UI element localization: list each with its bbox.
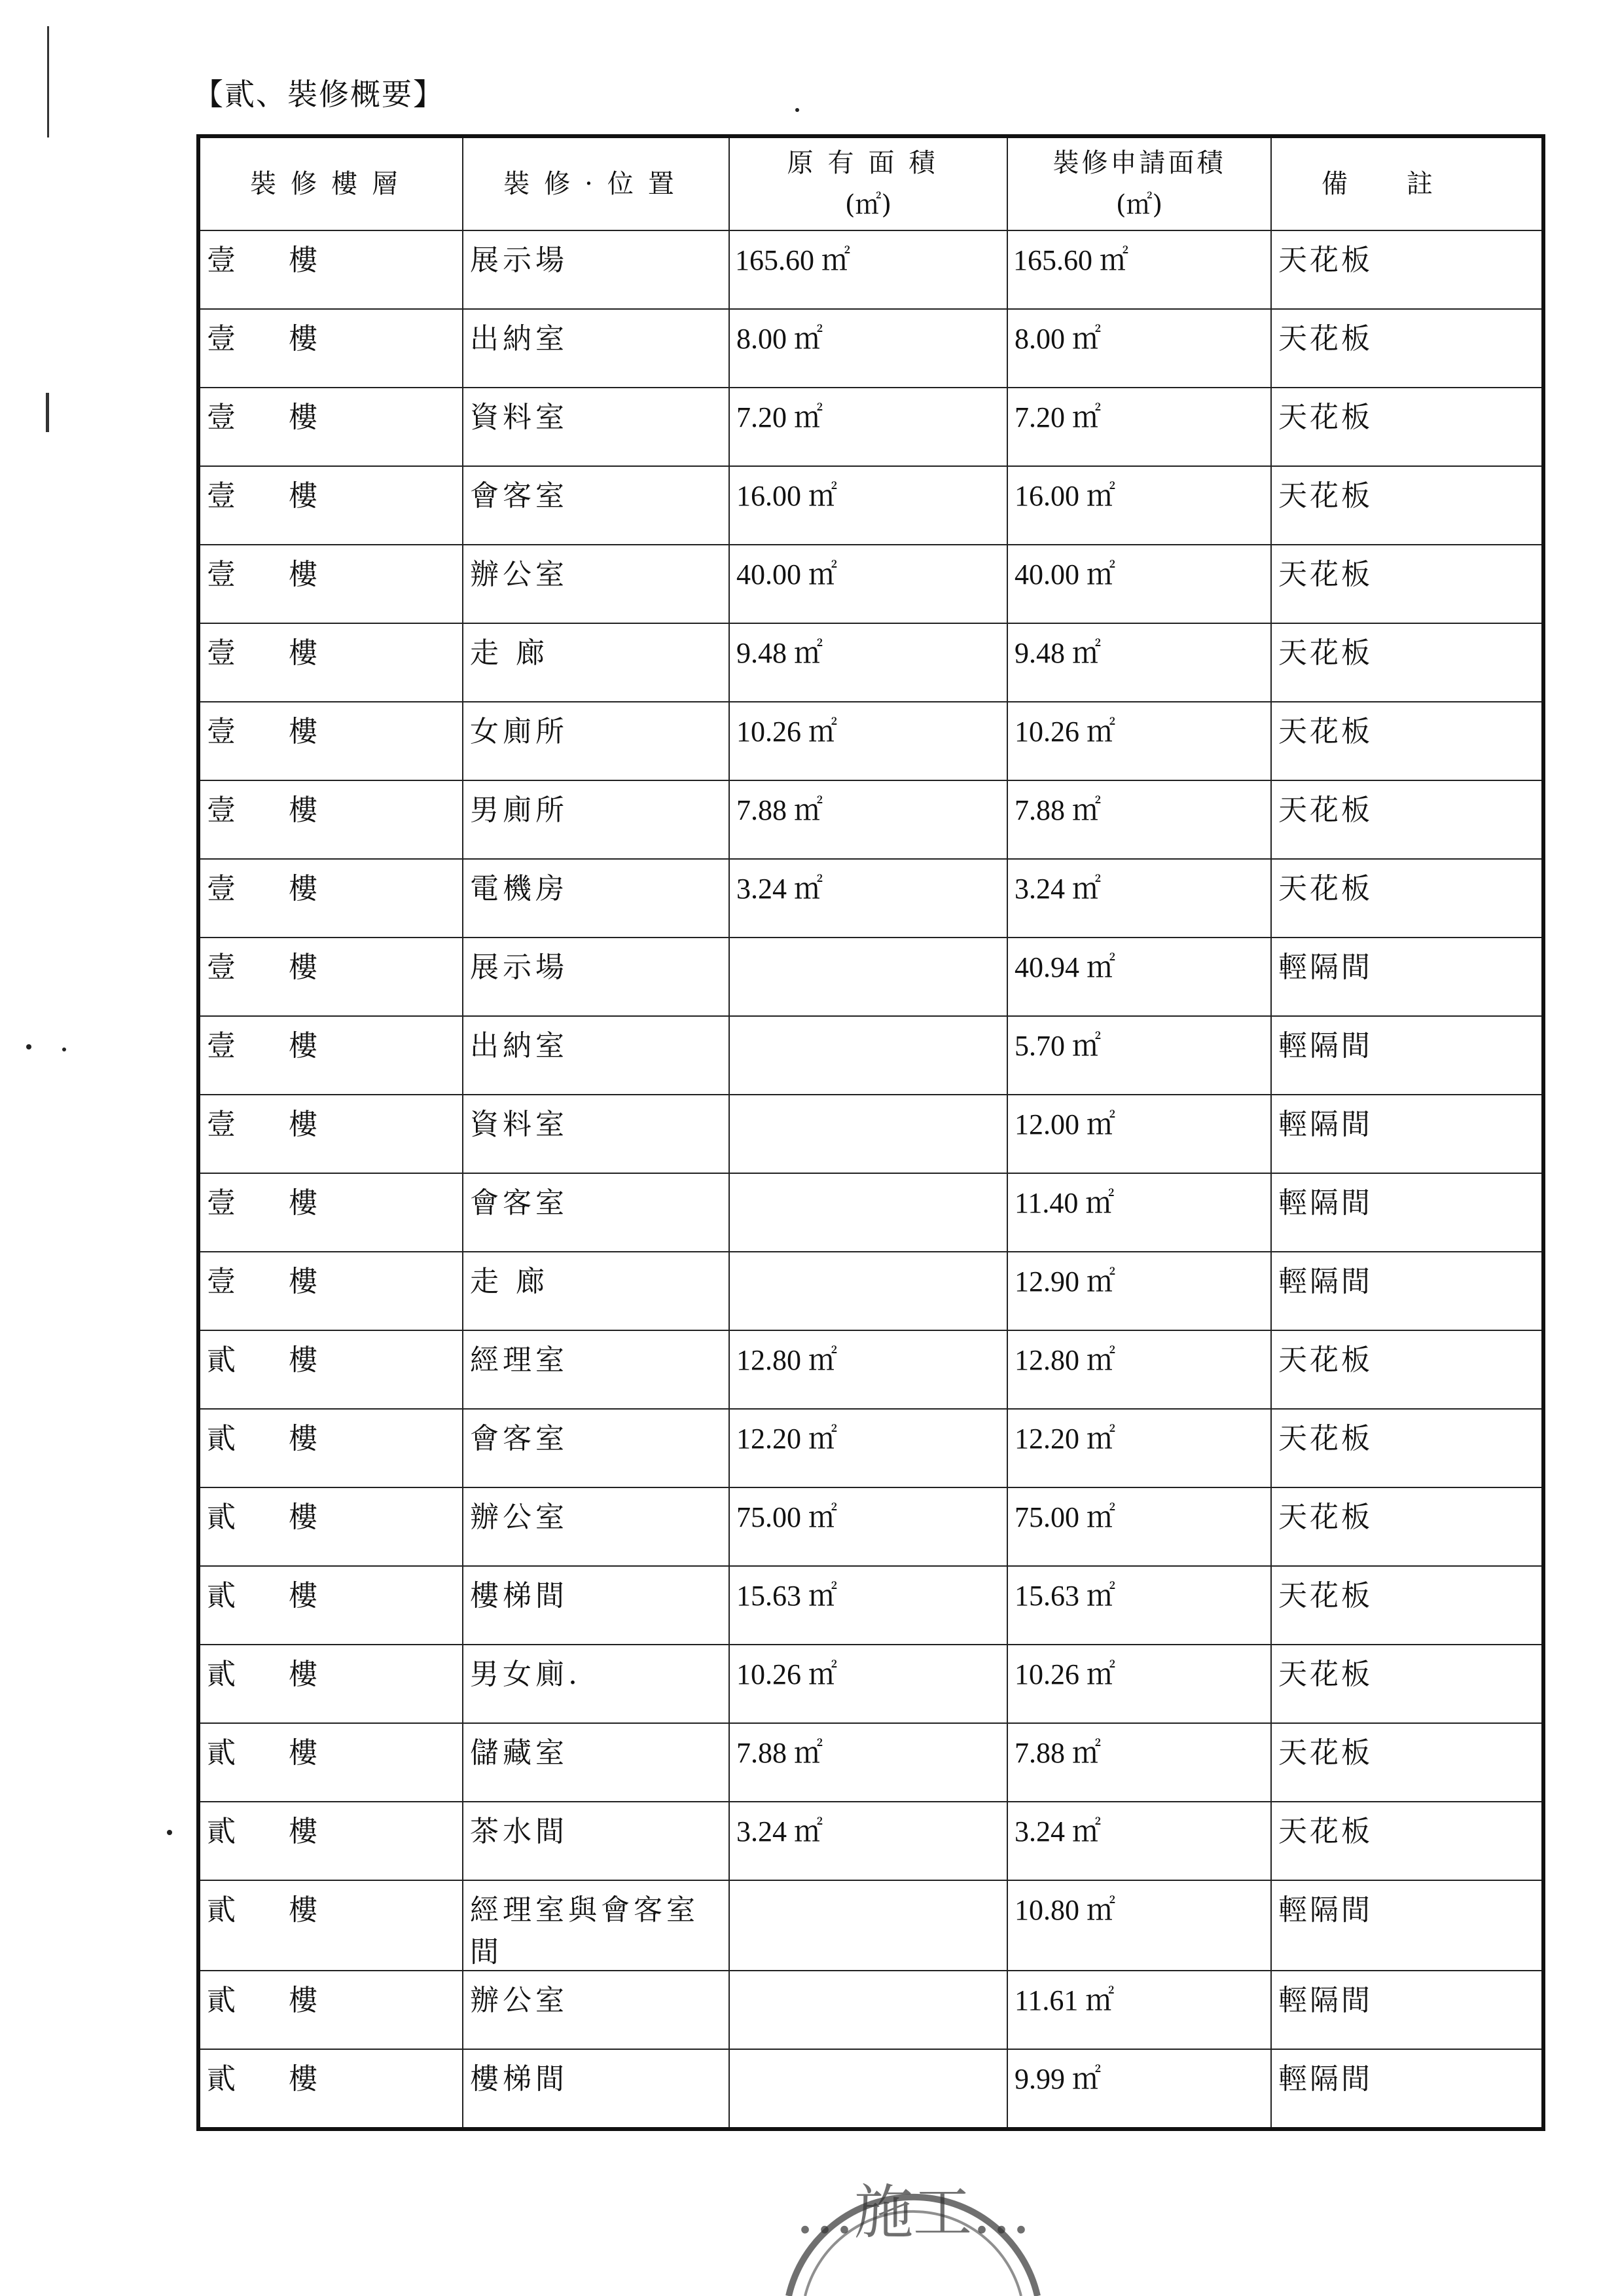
table-row: [198, 388, 1543, 466]
applied-area-cell: 7.88 ㎡: [1007, 1723, 1271, 1802]
scan-speck: [62, 1048, 66, 1051]
applied-area-cell: 40.94 ㎡: [1007, 938, 1271, 1016]
note-cell: 天花板: [1271, 780, 1543, 859]
location-cell: 男廁所: [463, 780, 729, 859]
floor-cell: 貳 樓: [198, 2049, 463, 2129]
original-area-cell: 3.24 ㎡: [729, 1802, 1007, 1880]
applied-area-cell: 3.24 ㎡: [1007, 859, 1271, 938]
location-cell: 會客室: [463, 1173, 729, 1252]
table-row: [198, 1880, 1543, 1971]
table-row: [198, 1487, 1543, 1566]
note-cell: 天花板: [1271, 1330, 1543, 1409]
applied-area-cell: 7.20 ㎡: [1007, 388, 1271, 466]
applied-area-cell: 12.80 ㎡: [1007, 1330, 1271, 1409]
location-cell: 茶水間: [463, 1802, 729, 1880]
note-cell: 天花板: [1271, 466, 1543, 545]
note-cell: 天花板: [1271, 1723, 1543, 1802]
floor-cell: 壹 樓: [198, 938, 463, 1016]
table-row: [198, 466, 1543, 545]
floor-cell: 壹 樓: [198, 466, 463, 545]
table-row: [198, 702, 1543, 780]
floor-cell: 壹 樓: [198, 1016, 463, 1095]
original-area-cell: [729, 1095, 1007, 1173]
scan-edge-mark: [46, 393, 49, 432]
applied-area-cell: 11.40 ㎡: [1007, 1173, 1271, 1252]
location-cell: 出納室: [463, 1016, 729, 1095]
applied-area-cell: 5.70 ㎡: [1007, 1016, 1271, 1095]
original-area-cell: 16.00 ㎡: [729, 466, 1007, 545]
location-cell: 展示場: [463, 230, 729, 309]
location-cell: 辦公室: [463, 1487, 729, 1566]
floor-cell: 壹 樓: [198, 388, 463, 466]
table-row: [198, 1016, 1543, 1095]
original-area-cell: 15.63 ㎡: [729, 1566, 1007, 1645]
location-cell: 儲藏室: [463, 1723, 729, 1802]
note-cell: 天花板: [1271, 859, 1543, 938]
table-row: [198, 1409, 1543, 1487]
table-row: [198, 1971, 1543, 2049]
table-row: [198, 1566, 1543, 1645]
note-cell: 輕隔間: [1271, 1173, 1543, 1252]
applied-area-cell: 10.80 ㎡: [1007, 1880, 1271, 1971]
header-location: 裝修·位置: [463, 136, 729, 230]
location-cell: 女廁所: [463, 702, 729, 780]
location-cell: 電機房: [463, 859, 729, 938]
floor-cell: 壹 樓: [198, 702, 463, 780]
original-area-cell: 8.00 ㎡: [729, 309, 1007, 388]
location-cell: 辦公室: [463, 545, 729, 623]
original-area-cell: 7.88 ㎡: [729, 780, 1007, 859]
table-row: [198, 1095, 1543, 1173]
location-cell: 展示場: [463, 938, 729, 1016]
location-cell: 會客室: [463, 1409, 729, 1487]
table-row: [198, 1252, 1543, 1330]
applied-area-cell: 3.24 ㎡: [1007, 1802, 1271, 1880]
header-floor: 裝修樓層: [198, 136, 463, 230]
applied-area-cell: 75.00 ㎡: [1007, 1487, 1271, 1566]
note-cell: 天花板: [1271, 1802, 1543, 1880]
floor-cell: 貳 樓: [198, 1880, 463, 1971]
floor-cell: 壹 樓: [198, 545, 463, 623]
section-title: 【貳、裝修概要】: [193, 77, 444, 112]
note-cell: 輕隔間: [1271, 1016, 1543, 1095]
location-cell: 經理室與會客室間: [463, 1880, 729, 1971]
table-row: [198, 1330, 1543, 1409]
scan-speck: [26, 1044, 31, 1049]
table-row: [198, 938, 1543, 1016]
original-area-cell: 12.80 ㎡: [729, 1330, 1007, 1409]
original-area-cell: [729, 938, 1007, 1016]
scan-speck: [795, 108, 799, 112]
note-cell: 天花板: [1271, 230, 1543, 309]
original-area-cell: 7.88 ㎡: [729, 1723, 1007, 1802]
table-row: [198, 545, 1543, 623]
location-cell: 樓梯間: [463, 1566, 729, 1645]
floor-cell: 貳 樓: [198, 1723, 463, 1802]
floor-cell: 壹 樓: [198, 1095, 463, 1173]
header-applied-area: 裝修申請面積 (㎡): [1007, 136, 1271, 230]
floor-cell: 壹 樓: [198, 623, 463, 702]
table-row: [198, 1802, 1543, 1880]
applied-area-cell: 9.99 ㎡: [1007, 2049, 1271, 2129]
original-area-cell: [729, 1880, 1007, 1971]
applied-area-cell: 15.63 ㎡: [1007, 1566, 1271, 1645]
original-area-cell: 12.20 ㎡: [729, 1409, 1007, 1487]
floor-cell: 壹 樓: [198, 859, 463, 938]
location-cell: 會客室: [463, 466, 729, 545]
note-cell: 輕隔間: [1271, 1880, 1543, 1971]
floor-cell: 壹 樓: [198, 309, 463, 388]
table-row: [198, 1173, 1543, 1252]
note-cell: 天花板: [1271, 545, 1543, 623]
applied-area-cell: 16.00 ㎡: [1007, 466, 1271, 545]
floor-cell: 貳 樓: [198, 1330, 463, 1409]
floor-cell: 貳 樓: [198, 1409, 463, 1487]
note-cell: 天花板: [1271, 1409, 1543, 1487]
floor-cell: 貳 樓: [198, 1566, 463, 1645]
applied-area-cell: 11.61 ㎡: [1007, 1971, 1271, 2049]
location-cell: 出納室: [463, 309, 729, 388]
original-area-cell: 10.26 ㎡: [729, 1645, 1007, 1723]
note-cell: 天花板: [1271, 623, 1543, 702]
original-area-cell: [729, 1016, 1007, 1095]
location-cell: 男女廁.: [463, 1645, 729, 1723]
table-row: [198, 230, 1543, 309]
note-cell: 天花板: [1271, 1566, 1543, 1645]
floor-cell: 壹 樓: [198, 230, 463, 309]
note-cell: 天花板: [1271, 702, 1543, 780]
applied-area-cell: 165.60 ㎡: [1007, 230, 1271, 309]
header-note: 備註: [1271, 136, 1543, 230]
note-cell: 天花板: [1271, 388, 1543, 466]
scan-speck: [167, 1830, 172, 1835]
applied-area-cell: 40.00 ㎡: [1007, 545, 1271, 623]
applied-area-cell: 12.90 ㎡: [1007, 1252, 1271, 1330]
location-cell: 資料室: [463, 1095, 729, 1173]
original-area-cell: 3.24 ㎡: [729, 859, 1007, 938]
applied-area-cell: 10.26 ㎡: [1007, 702, 1271, 780]
applied-area-cell: 10.26 ㎡: [1007, 1645, 1271, 1723]
official-seal-stamp: [776, 2043, 1051, 2296]
original-area-cell: [729, 1252, 1007, 1330]
note-cell: 輕隔間: [1271, 1095, 1543, 1173]
note-cell: 輕隔間: [1271, 1252, 1543, 1330]
table-row: [198, 623, 1543, 702]
floor-cell: 壹 樓: [198, 1173, 463, 1252]
seal-text: …施工…: [795, 2178, 1031, 2247]
note-cell: 輕隔間: [1271, 1971, 1543, 2049]
original-area-cell: 9.48 ㎡: [729, 623, 1007, 702]
table-header-row: [198, 136, 1543, 230]
floor-cell: 貳 樓: [198, 1971, 463, 2049]
original-area-cell: [729, 1173, 1007, 1252]
original-area-cell: 7.20 ㎡: [729, 388, 1007, 466]
table-row: [198, 1645, 1543, 1723]
floor-cell: 壹 樓: [198, 1252, 463, 1330]
floor-cell: 貳 樓: [198, 1645, 463, 1723]
applied-area-cell: 7.88 ㎡: [1007, 780, 1271, 859]
original-area-cell: 165.60 ㎡: [729, 230, 1007, 309]
applied-area-cell: 8.00 ㎡: [1007, 309, 1271, 388]
original-area-cell: 40.00 ㎡: [729, 545, 1007, 623]
note-cell: 天花板: [1271, 309, 1543, 388]
location-cell: 經理室: [463, 1330, 729, 1409]
original-area-cell: 10.26 ㎡: [729, 702, 1007, 780]
location-cell: 辦公室: [463, 1971, 729, 2049]
floor-cell: 貳 樓: [198, 1487, 463, 1566]
note-cell: 天花板: [1271, 1487, 1543, 1566]
applied-area-cell: 12.20 ㎡: [1007, 1409, 1271, 1487]
original-area-cell: 75.00 ㎡: [729, 1487, 1007, 1566]
note-cell: 輕隔間: [1271, 938, 1543, 1016]
note-cell: 輕隔間: [1271, 2049, 1543, 2129]
header-original-area: 原有面積 (㎡): [729, 136, 1007, 230]
location-cell: 資料室: [463, 388, 729, 466]
renovation-overview-table: [196, 134, 1545, 2131]
applied-area-cell: 9.48 ㎡: [1007, 623, 1271, 702]
table-row: [198, 309, 1543, 388]
applied-area-cell: 12.00 ㎡: [1007, 1095, 1271, 1173]
note-cell: 天花板: [1271, 1645, 1543, 1723]
floor-cell: 貳 樓: [198, 1802, 463, 1880]
original-area-cell: [729, 1971, 1007, 2049]
table-row: [198, 780, 1543, 859]
location-cell: 走 廊: [463, 1252, 729, 1330]
table-row: [198, 1723, 1543, 1802]
scan-edge-mark: [47, 26, 49, 137]
location-cell: 樓梯間: [463, 2049, 729, 2129]
floor-cell: 壹 樓: [198, 780, 463, 859]
location-cell: 走 廊: [463, 623, 729, 702]
table-row: [198, 859, 1543, 938]
